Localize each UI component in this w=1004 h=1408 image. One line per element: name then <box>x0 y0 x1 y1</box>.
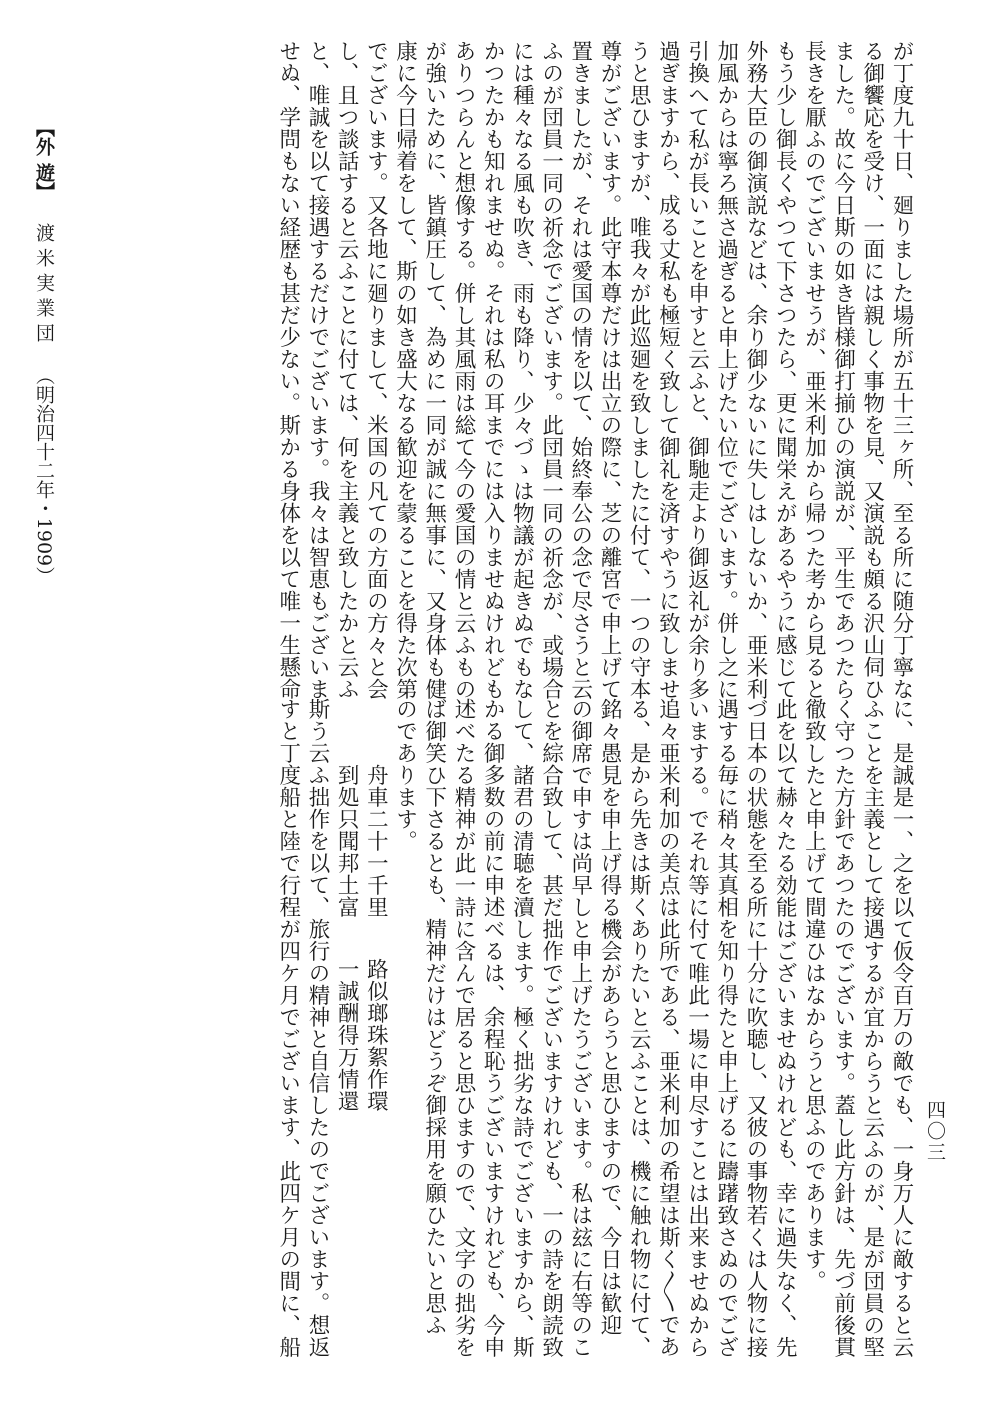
text-column: 長きを厭ふのでございませうが、亜米利加から帰つた考から見ると <box>801 40 827 700</box>
text-column: とを綜合致して、甚だ拙作でございますけれども、一の詩を朗読致 <box>538 698 564 1358</box>
text-column: 置きましたが、それは愛国の情を以て、始終奉公の念で尽さうと云 <box>567 40 593 700</box>
text-column: うと思ひますが、唯我々が此巡廻を致しましたに付て、一つの守本 <box>626 40 652 700</box>
text-column: ありつらんと想像する。併し其風雨は総て今の愛国の情と云ふもの <box>450 40 476 700</box>
text-column: 加風からは寧ろ無さ過ぎると申上げたい位でございます。併し之に <box>713 40 739 700</box>
text-column: し、且つ談話すると云ふことに付ては、何を主義と致したかと云ふ <box>334 40 360 700</box>
text-column: せぬ、学問もない経歴も甚だ少ない。斯かる身体を以て唯一生懸命 <box>275 40 301 700</box>
era-label: （明治四十二年・1909） <box>33 365 55 586</box>
text-column: に、是誠是一、之を以て仮令百万の敵でも、一身万人に敵すると云 <box>889 698 914 1358</box>
poem-verse: 到処只聞邦土富 <box>334 764 360 918</box>
lower-text-block <box>274 698 916 1358</box>
text-column: ふのが団員一同の祈念でございます。此団員一同の祈念が、或場合 <box>538 40 564 700</box>
text-column: が強いために、皆鎮圧して、為めに一同が誠に無事に、又身体も健 <box>421 40 447 700</box>
text-column: る御饗応を受け、一面には親しく事物を見、又演説も頗る沢山伺ひ <box>859 40 885 700</box>
section-label: 【外 遊】 <box>33 118 55 201</box>
poem-verse: 舟車二十一千里 <box>363 764 389 918</box>
text-column: かる御多数の前に申述べるは、余程恥うございますけれども、今申 <box>480 698 506 1358</box>
text-column: 斯う云ふ拙作を以て、旅行の精神と自信したのでございます。想返 <box>304 698 330 1358</box>
text-column: ふことを主義として接遇するが宜からうと云ふのが、是が団員の堅 <box>859 698 885 1358</box>
text-column: ました。故に今日斯の如き皆様御打揃ひの演説が、平生であつたら <box>830 40 856 700</box>
text-column: 遇する毎に稍々其真相を知り得たと申上げるに躊躇致さぬのでござ <box>713 698 739 1358</box>
text-column: 康に今日帰着をして、斯の如き盛大なる歓迎を蒙ることを得た次第 <box>392 40 418 700</box>
text-column: く守つた方針であつたのでございます。蓋し此方針は、先づ前後貫 <box>830 698 856 1358</box>
text-column: 引換へて私が長いことを申すと云ふと、御馳走より御返礼が余り多 <box>684 40 710 700</box>
poem-line <box>361 698 390 1258</box>
group-name: 渡 米 実 業 団 <box>33 222 55 342</box>
poem-verse: 路似瑯珠絮作環 <box>363 958 389 1112</box>
text-column: 銘々愚見を申上げ得る機会があらうと思ひますので、今日は歓迎 <box>596 698 622 1336</box>
running-head <box>32 118 56 678</box>
text-column: づ日本の状態を至る所に十分に吹聴し、又彼の事物若くは人物に接 <box>742 698 768 1358</box>
text-column: もう少し御長くやつて下さつたら、更に聞栄えがあるやうに感じて <box>772 40 798 700</box>
text-column: と、唯誠を以て接遇するだけでございます。我々は智恵もございま <box>304 40 330 700</box>
poem-verse: 一誠酬得万情還 <box>334 958 360 1112</box>
text-column: すと丁度船と陸で行程が四ケ月でございます、此四ケ月の間に、船 <box>275 698 301 1358</box>
text-column: には種々なる風も吹き、雨も降り、少々づゝは物議が起きぬでもな <box>509 40 535 700</box>
poem-line <box>332 698 361 1258</box>
page-number: 四〇三 <box>924 1100 946 1163</box>
text-column: 外務大臣の御演説などは、余り御少ないに失しはしないか、亜米利 <box>742 40 768 700</box>
text-column: のであります。 <box>392 698 418 852</box>
text-column: 尊がございます。此守本尊だけは出立の際に、芝の離宮で申上げて <box>596 40 622 700</box>
text-column: 過ぎますから、成る丈私も極短く致して御礼を済すやうに致しませ <box>655 40 681 700</box>
text-column: が丁度九十日、廻りました場所が五十三ヶ所、至る所に随分丁寧な <box>889 40 914 700</box>
text-column: いまする。でそれ等に付て唯此一場に申尽すことは出来ませぬから <box>684 698 710 1358</box>
text-column: 追々亜米利加の美点は此所である、亜米利加の希望は斯く〳〵であ <box>655 698 681 1358</box>
text-column: 徹致したと申上げて間違ひはなからうと思ふのであります。 <box>801 698 827 1292</box>
text-column: 此を以て赫々たる効能はございませぬけれども、幸に過失なく、先 <box>772 698 798 1358</box>
text-column: でございます。又各地に廻りまして、米国の凡ての方面の方々と会 <box>363 40 389 700</box>
text-column: 述べたる精神が此一詩に含んで居ると思ひますので、文字の拙劣を <box>450 698 476 1358</box>
text-column: る、是から先きは斯くありたいと云ふことは、機に触れ物に付て、 <box>626 698 652 1358</box>
text-column: して、諸君の清聴を瀆します。極く拙劣な詩でございますから、斯 <box>509 698 535 1358</box>
upper-text-block <box>274 40 916 700</box>
text-column: かつたかも知れませぬ。それは私の耳までには入りませぬけれども <box>480 40 506 700</box>
text-column: の御席で申すは尚早しと申上げたうございます。私は玆に右等のこ <box>567 698 593 1358</box>
text-column: ば御笑ひ下さるとも、精神だけはどうぞ御採用を願ひたいと思ふ <box>421 698 447 1336</box>
